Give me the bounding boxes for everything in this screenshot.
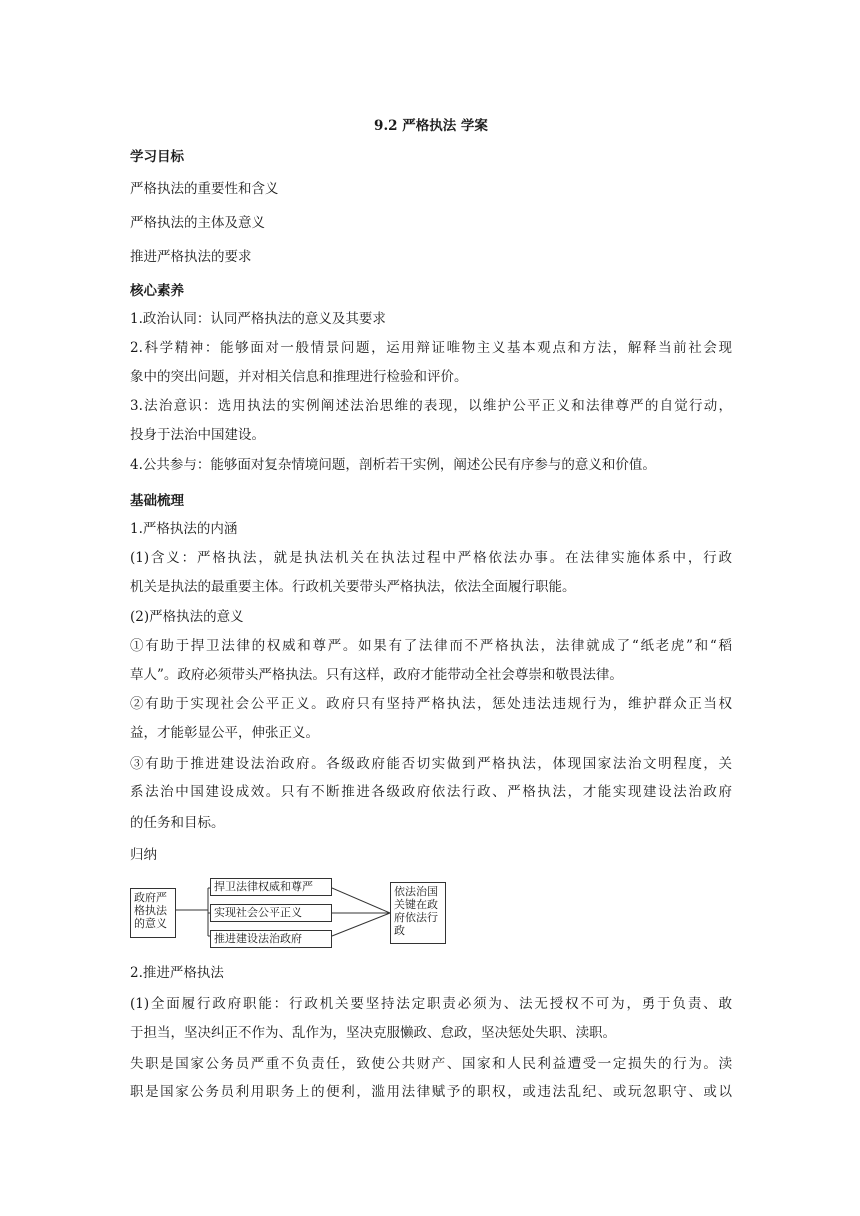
goals-heading: 学习目标 bbox=[130, 149, 184, 165]
core-line: 象中的突出问题，并对相关信息和推理进行检验和评价。 bbox=[130, 369, 468, 385]
diagram-left-box: 政府严格执法的意义 bbox=[130, 888, 176, 938]
diagram-mid-box: 捍卫法律权威和尊严 bbox=[210, 878, 332, 896]
paragraph-line: 职是国家公务员利用职务上的便利，滥用法律赋予的职权，或违法乱纪、或玩忽职守、或以 bbox=[130, 1084, 732, 1100]
basics-heading: 基础梳理 bbox=[130, 493, 184, 509]
core-line: 3.法治意识：选用执法的实例阐述法治思维的表现，以维护公平正义和法律尊严的自觉行动， bbox=[130, 398, 732, 414]
core-line: 4.公共参与：能够面对复杂情境问题，剖析若干实例，阐述公民有序参与的意义和价值。 bbox=[130, 457, 656, 473]
paragraph-line: 的任务和目标。 bbox=[130, 815, 225, 831]
diagram-right-box: 依法治国关键在政府依法行政 bbox=[390, 882, 446, 944]
paragraph-line: (1)含义：严格执法，就是执法机关在执法过程中严格依法办事。在法律实施体系中，行政 bbox=[130, 550, 732, 566]
diagram-mid-box: 推进建设法治政府 bbox=[210, 930, 332, 948]
summary-label: 归纳 bbox=[130, 847, 157, 863]
paragraph-line: 失职是国家公务员严重不负责任，致使公共财产、国家和人民利益遭受一定损失的行为。渎 bbox=[130, 1056, 732, 1072]
summary-diagram bbox=[130, 878, 450, 948]
paragraph-line: 机关是执法的最重要主体。行政机关要带头严格执法，依法全面履行职能。 bbox=[130, 579, 576, 595]
paragraph-line: 于担当，坚决纠正不作为、乱作为，坚决克服懒政、怠政，坚决惩处失职、渎职。 bbox=[130, 1025, 616, 1041]
paragraph-line: ①有助于捍卫法律的权威和尊严。如果有了法律而不严格执法，法律就成了“纸老虎”和“稻 bbox=[130, 638, 732, 654]
paragraph-line: 系法治中国建设成效。只有不断推进各级政府依法行政、严格执法，才能实现建设法治政府 bbox=[130, 784, 732, 800]
paragraph-line: ②有助于实现社会公平正义。政府只有坚持严格执法，惩处违法违规行为，维护群众正当权 bbox=[130, 696, 732, 712]
page-title: 9.2 严格执法 学案 bbox=[374, 118, 488, 134]
core-heading: 核心素养 bbox=[130, 283, 184, 299]
section-title: 1.严格执法的内涵 bbox=[130, 521, 238, 537]
core-line: 1.政治认同：认同严格执法的意义及其要求 bbox=[130, 311, 386, 327]
paragraph-line: (1)全面履行政府职能：行政机关要坚持法定职责必须为、法无授权不可为，勇于负责、敢 bbox=[130, 996, 732, 1012]
paragraph-line: 益，才能彰显公平，伸张正义。 bbox=[130, 725, 319, 741]
section-title: (2)严格执法的意义 bbox=[130, 609, 244, 625]
goal-item: 严格执法的主体及意义 bbox=[130, 215, 265, 231]
core-line: 2.科学精神：能够面对一般情景问题，运用辩证唯物主义基本观点和方法，解释当前社会现 bbox=[130, 340, 732, 356]
diagram-mid-box: 实现社会公平正义 bbox=[210, 904, 332, 922]
goal-item: 推进严格执法的要求 bbox=[130, 249, 252, 265]
goal-item: 严格执法的重要性和含义 bbox=[130, 181, 279, 197]
core-line: 投身于法治中国建设。 bbox=[130, 427, 265, 443]
section-title: 2.推进严格执法 bbox=[130, 965, 224, 981]
paragraph-line: 草人”。政府必须带头严格执法。只有这样，政府才能带动全社会尊崇和敬畏法律。 bbox=[130, 667, 623, 683]
paragraph-line: ③有助于推进建设法治政府。各级政府能否切实做到严格执法，体现国家法治文明程度，关 bbox=[130, 756, 732, 772]
